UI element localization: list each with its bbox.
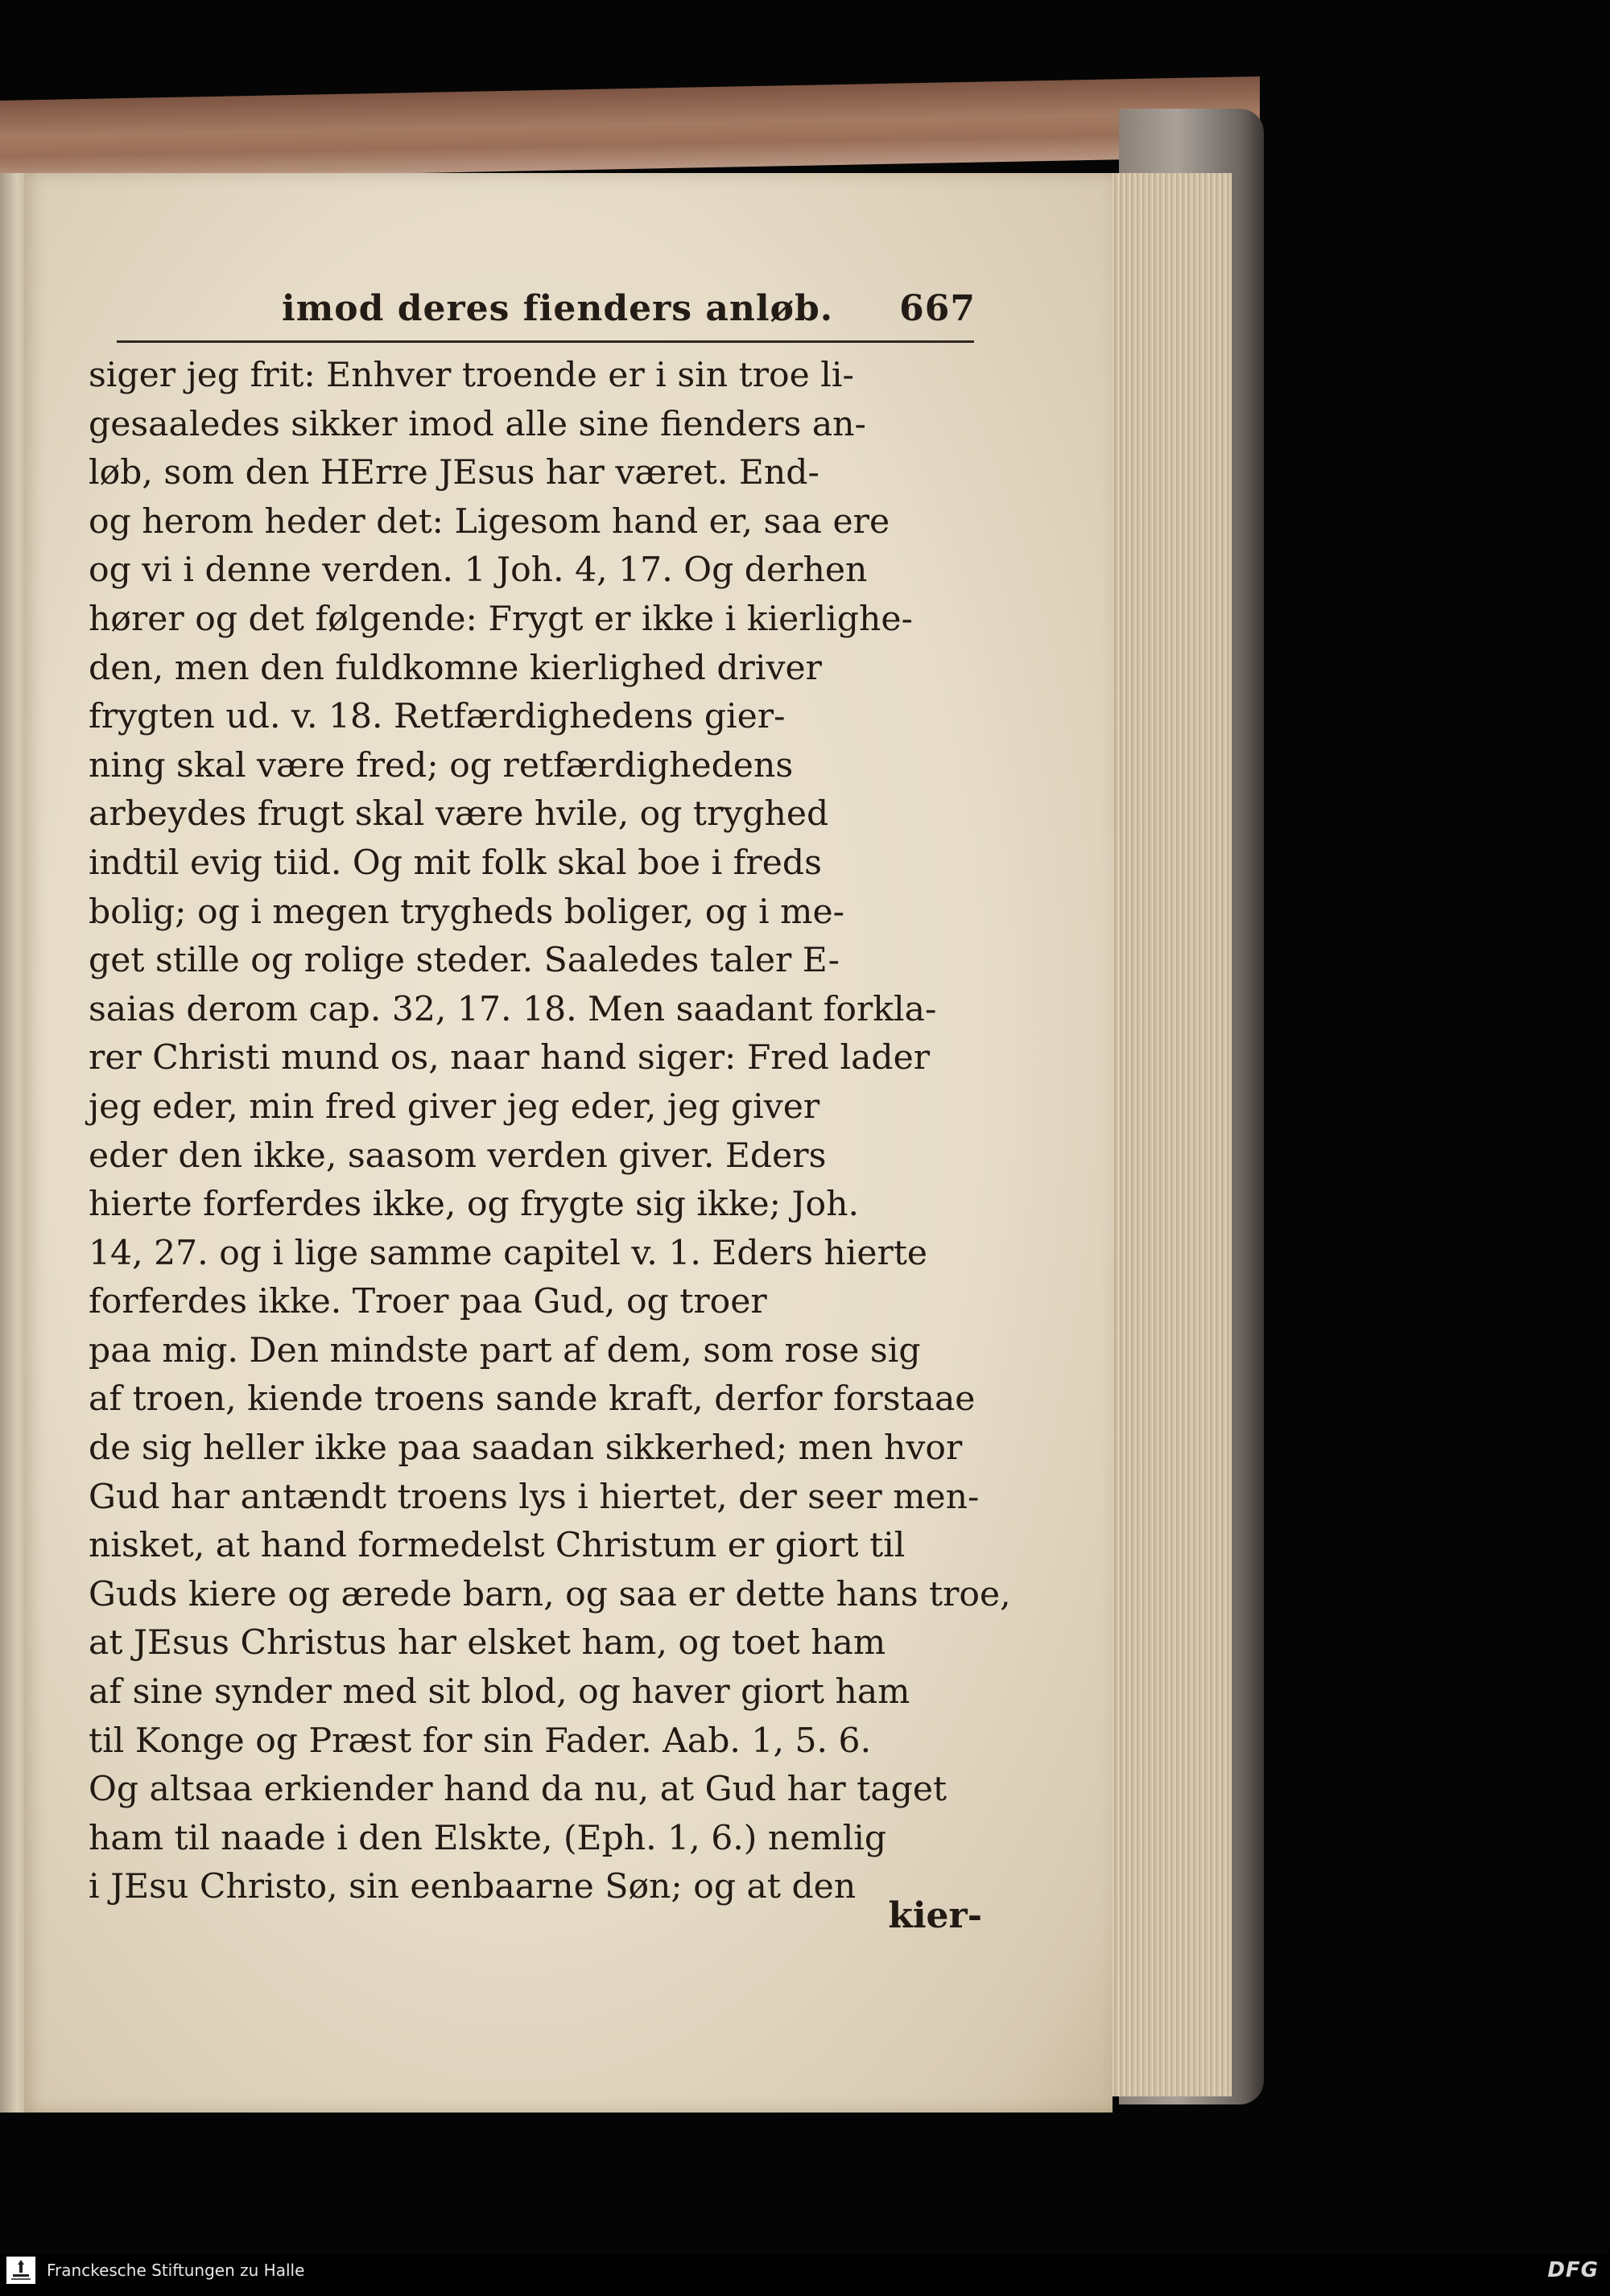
- book-page: [24, 173, 1113, 2113]
- page-block-edges: [1111, 173, 1232, 2096]
- text-line: nisket, at hand formedelst Christum er giort til: [89, 1526, 906, 1566]
- text-line: ham til naade i den Elskte, (Eph. 1, 6.) nemlig: [89, 1818, 887, 1858]
- text-line: eder den ikke, saasom verden giver. Eders: [89, 1136, 827, 1176]
- text-line: til Konge og Præst for sin Fader. Aab. 1, 5. 6.: [89, 1721, 872, 1761]
- header-rule: [117, 340, 974, 343]
- text-line: og herom heder det: Ligesom hand er, saa ere: [89, 501, 890, 542]
- text-line: hierte forferdes ikke, og frygte sig ikke; Joh.: [89, 1185, 859, 1225]
- text-line: den, men den fuldkomne kierlighed driver: [89, 648, 822, 688]
- dfg-logo: DFG: [1547, 2258, 1599, 2282]
- page-body-text: [89, 352, 1011, 1912]
- text-line: af sine synder med sit blod, og haver giort ham: [89, 1672, 910, 1713]
- text-line: af troen, kiende troens sande kraft, derfor forstaae: [89, 1379, 976, 1420]
- franckesche-stiftungen-logo-icon: [6, 2257, 35, 2284]
- text-line: 14, 27. og i lige samme capitel v. 1. Eders hierte: [89, 1233, 928, 1273]
- text-line: bolig; og i megen trygheds boliger, og i me-: [89, 892, 844, 932]
- footer-bar: [0, 2253, 1610, 2287]
- institution-emblem-icon: [6, 2257, 35, 2284]
- text-line: Gud har antændt troens lys i hiertet, der seer men-: [89, 1477, 980, 1517]
- text-line: paa mig. Den mindste part af dem, som rose sig: [89, 1330, 921, 1371]
- text-line: jeg eder, min fred giver jeg eder, jeg giver: [89, 1086, 820, 1127]
- text-line: rer Christi mund os, naar hand siger: Fred lader: [89, 1038, 931, 1078]
- text-line: i JEsu Christo, sin eenbaarne Søn; og at den: [89, 1867, 857, 1907]
- text-line: indtil evig tiid. Og mit folk skal boe i freds: [89, 843, 822, 883]
- text-line: Guds kiere og ærede barn, og saa er dette hans troe,: [89, 1574, 1011, 1614]
- text-line: get stille og rolige steder. Saaledes taler E-: [89, 941, 840, 981]
- text-line: Og altsaa erkiender hand da nu, at Gud har taget: [89, 1770, 947, 1810]
- text-line: gesaaledes sikker imod alle sine fienders an-: [89, 404, 866, 444]
- catchword: kier-: [888, 1895, 982, 1936]
- text-line: frygten ud. v. 18. Retfærdighedens gier-: [89, 697, 786, 737]
- text-line: og vi i denne verden. 1 Joh. 4, 17. Og derhen: [89, 550, 868, 591]
- running-title: imod deres fienders anløb.: [282, 288, 834, 329]
- page-header: [282, 288, 976, 329]
- institution-name: Franckesche Stiftungen zu Halle: [47, 2261, 305, 2280]
- text-line: løb, som den HErre JEsus har været. End-: [89, 453, 819, 493]
- text-line: arbeydes frugt skal være hvile, og tryghed: [89, 794, 829, 835]
- text-line: ning skal være fred; og retfærdighedens: [89, 745, 794, 785]
- page-number: 667: [899, 288, 976, 329]
- text-line: hører og det følgende: Frygt er ikke i kierlighe-: [89, 599, 913, 639]
- text-line: forferdes ikke. Troer paa Gud, og troer: [89, 1282, 767, 1322]
- book-top-edge: [0, 76, 1260, 181]
- text-line: at JEsus Christus har elsket ham, og toet ham: [89, 1623, 886, 1663]
- text-line: siger jeg frit: Enhver troende er i sin troe li-: [89, 356, 854, 395]
- text-line: saias derom cap. 32, 17. 18. Men saadant forkla-: [89, 989, 937, 1029]
- text-line: de sig heller ikke paa saadan sikkerhed; men hvor: [89, 1428, 963, 1469]
